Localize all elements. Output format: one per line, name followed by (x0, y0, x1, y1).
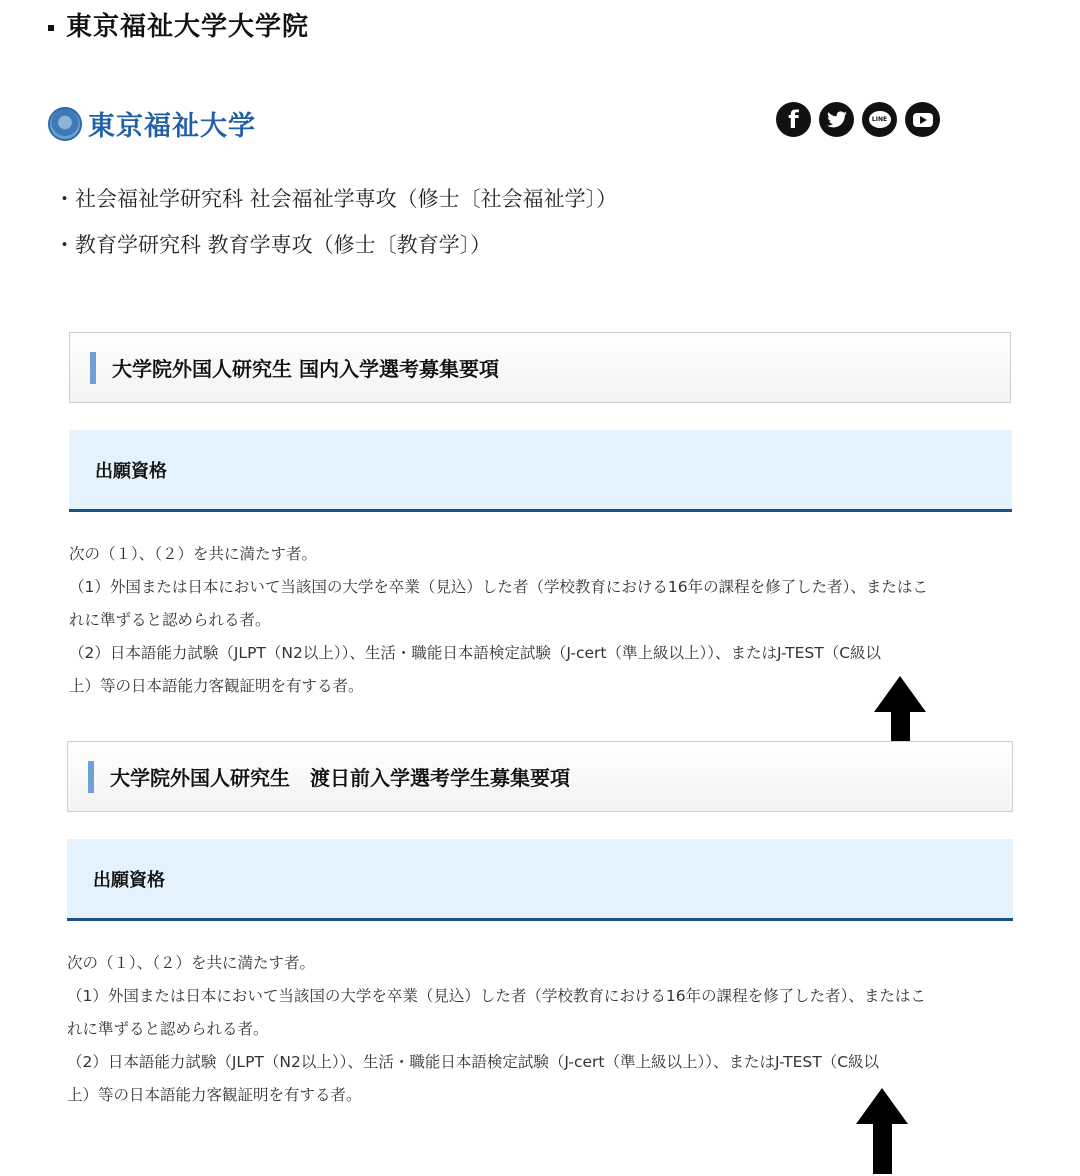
university-crest-icon (48, 107, 82, 141)
text-line: 上）等の日本語能力客観証明を有する者。 (67, 1086, 362, 1104)
section-title-text: 大学院外国人研究生 渡日前入学選考学生募集要項 (110, 766, 570, 790)
text-line: れに準ずると認められる者。 (69, 611, 271, 629)
facebook-icon[interactable] (776, 102, 811, 137)
section-title-text: 大学院外国人研究生 国内入学選考募集要項 (112, 357, 499, 381)
title-accent-bar (88, 761, 94, 793)
qualification-heading: 出願資格 (95, 460, 167, 482)
qualification-heading-box (69, 430, 1012, 512)
text-line: 次の（１）、（２）を共に満たす者。 (69, 545, 318, 563)
up-arrow-icon (852, 1084, 912, 1174)
logo-text: 東京福祉大学 (88, 111, 256, 142)
text-line: （2）日本語能力試験（JLPT（N2以上））、生活・職能日本語検定試験（J-cert（準上級以上））、またはJ-TEST（C級以 (69, 644, 882, 662)
qualification-heading: 出願資格 (93, 869, 165, 891)
text-line: （1）外国または日本において当該国の大学を卒業（見込）した者（学校教育における16年の課程を修了した者）、またはこ (69, 578, 928, 596)
line-glyph: LINE (871, 116, 888, 123)
section-title-overseas (67, 741, 1013, 812)
qualification-heading-box (67, 839, 1013, 921)
text-line: （1）外国または日本において当該国の大学を卒業（見込）した者（学校教育における16年の課程を修了した者）、またはこ (67, 987, 926, 1005)
twitter-icon[interactable] (819, 102, 854, 137)
page-heading-text: 東京福祉大学大学院 (66, 12, 310, 42)
page-heading (44, 6, 309, 43)
section-title-domestic (69, 332, 1011, 403)
facebook-glyph: f (788, 105, 799, 134)
twitter-bird-icon (826, 111, 848, 129)
heading-bullet (48, 25, 54, 31)
text-line: 次の（１）、（２）を共に満たす者。 (67, 954, 316, 972)
play-icon (919, 116, 927, 124)
youtube-icon[interactable] (905, 102, 940, 137)
qualification-text (69, 538, 1009, 703)
title-accent-bar (90, 352, 96, 384)
text-line: 上）等の日本語能力客観証明を有する者。 (69, 677, 364, 695)
line-icon[interactable] (862, 102, 897, 137)
university-logo[interactable] (48, 104, 256, 143)
program-item: ・教育学研究科 教育学専攻（修士〔教育学〕） (54, 233, 492, 257)
program-list (54, 176, 617, 268)
program-item: ・社会福祉学研究科 社会福祉学専攻（修士〔社会福祉学〕） (54, 187, 618, 211)
youtube-frame-icon (913, 113, 933, 127)
text-line: （2）日本語能力試験（JLPT（N2以上））、生活・職能日本語検定試験（J-cert（準上級以上））、またはJ-TEST（C級以 (67, 1053, 880, 1071)
social-links (776, 102, 946, 140)
text-line: れに準ずると認められる者。 (67, 1020, 269, 1038)
line-bubble-icon (869, 111, 891, 128)
